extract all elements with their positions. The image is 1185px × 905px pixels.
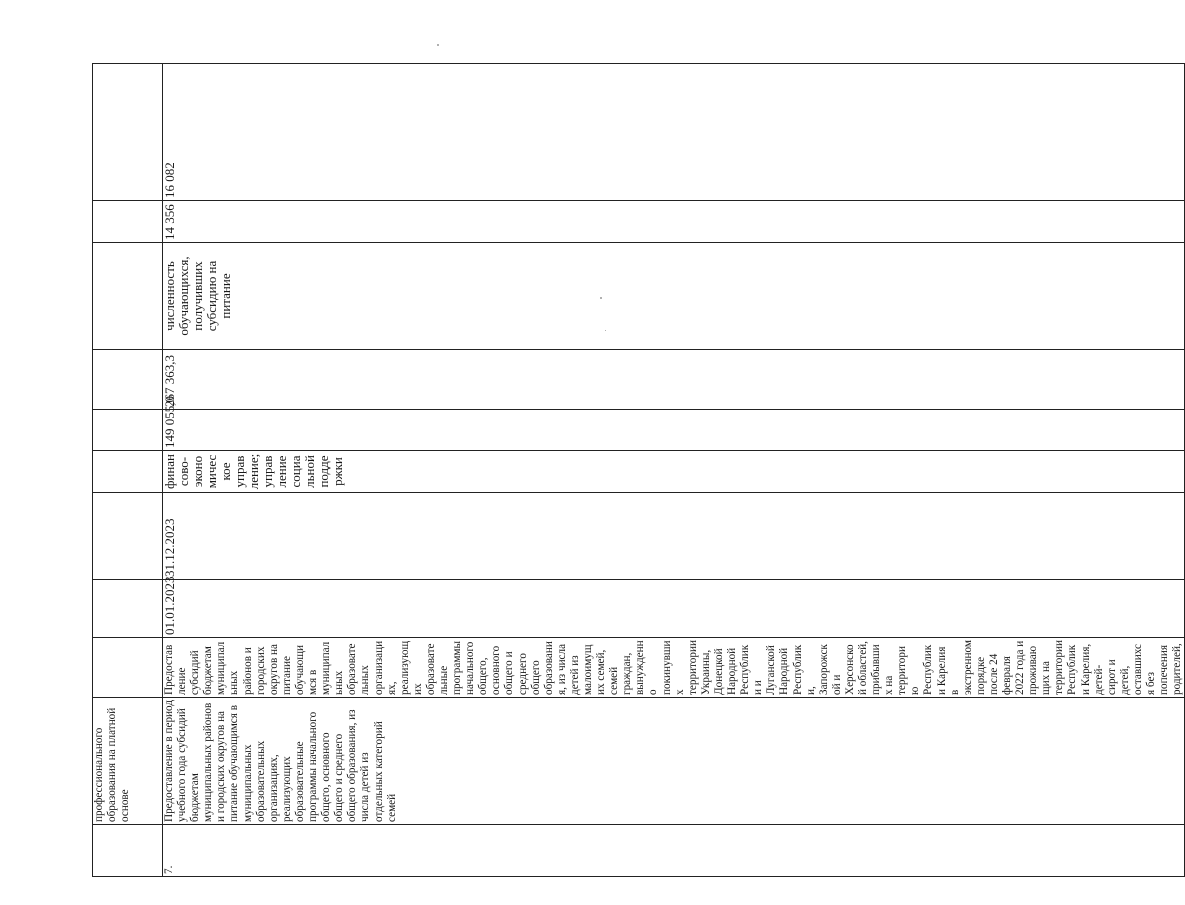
amount-2-cell: 267 363,3 xyxy=(163,350,1185,410)
prev-row-empty-cell xyxy=(93,201,163,243)
prev-row-empty-cell xyxy=(93,638,163,698)
table-row-7 xyxy=(163,64,1185,877)
end-date-cell: 31.12.2023 xyxy=(163,493,1185,580)
row-number-cell: 7. xyxy=(163,825,1185,877)
scan-speck xyxy=(605,330,606,331)
prev-row-empty-cell xyxy=(93,580,163,638)
prev-row-text-cell: профессионального образования на платной основе xyxy=(93,698,163,825)
scan-speck xyxy=(600,297,602,299)
prev-row-number-cell xyxy=(93,825,163,877)
value-2-cell: 16 082 xyxy=(163,64,1185,201)
start-date-cell: 01.01.2023 xyxy=(163,580,1185,638)
plan-table xyxy=(92,63,1185,877)
prev-row-empty-cell xyxy=(93,410,163,451)
event-name-cell: Предоставление в период учебного года субсидий бюджетам муниципальных районов и городских округов на питание обучающимся в муниципальных образовательных организациях, реализующих образовательные программы начального общего, основного общего и среднего общего образования, из числа детей из отдельных категорий семей xyxy=(163,698,1185,825)
rotated-table-container xyxy=(92,64,1184,877)
indicator-cell: численность обучающихся, получивших субсидию на питание xyxy=(163,243,1185,350)
content-cell: Предоставление субсидий бюджетам муниципальных районов и городских округов на питание обучающимся в муниципальных образовательных организациях, реализующих образовательные программы начального общего, основного общего и среднего общего образования, из числа детей из малоимущих семей, семей граждан, вынужденно покинувших территории Украины, Донецкой Народной Республики и Луганской Народной Республики, Запорожской и Херсонской областей, прибывших на территорию Республики Карелия в экстренном порядке после 24 февраля 2022 года и проживающих на территории Республики Карелия, детей-сирот и детей, оставшихся без попечения родителей, xyxy=(163,638,1185,698)
scan-speck xyxy=(437,44,439,46)
table-row-previous xyxy=(93,64,163,877)
prev-row-empty-cell xyxy=(93,350,163,410)
amount-1-cell: 149 055,0 xyxy=(163,410,1185,451)
value-1-cell: 14 356 xyxy=(163,201,1185,243)
prev-row-empty-cell xyxy=(93,451,163,493)
prev-row-empty-cell xyxy=(93,64,163,201)
prev-row-empty-cell xyxy=(93,493,163,580)
executor-cell: финансово-экономическое управление; управление социальной поддержки xyxy=(163,451,1185,493)
prev-row-empty-cell xyxy=(93,243,163,350)
